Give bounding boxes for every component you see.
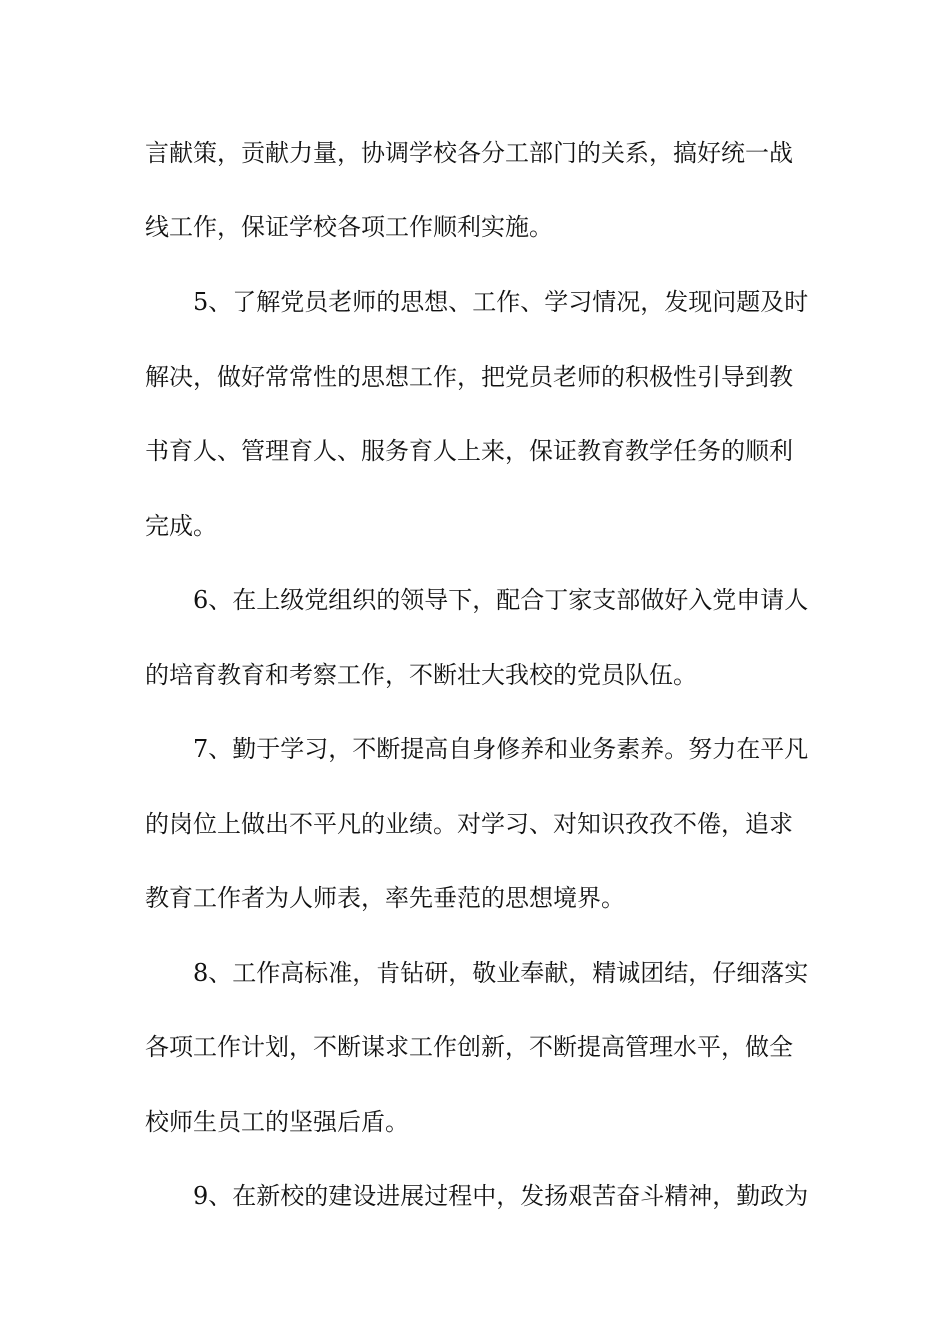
text-line: 言献策，贡献力量，协调学校各分工部门的关系，搞好统一战 — [145, 139, 793, 167]
paragraph-9-start: 9、在新校的建设进展过程中，发扬艰苦奋斗精神，勤政为 — [193, 1182, 809, 1210]
paragraph-7-start: 7、勤于学习，不断提高自身修养和业务素养。努力在平凡 — [193, 735, 809, 763]
text-line: 完成。 — [145, 512, 217, 540]
paragraph-5-start: 5、了解党员老师的思想、工作、学习情况，发现问题及时 — [193, 288, 809, 316]
paragraph-8-start: 8、工作高标准，肯钻研，敬业奉献，精诚团结，仔细落实 — [193, 959, 809, 987]
text-line: 解决，做好常常性的思想工作，把党员老师的积极性引导到教 — [145, 363, 793, 391]
text-line: 的培育教育和考察工作，不断壮大我校的党员队伍。 — [145, 661, 697, 689]
text-line: 校师生员工的坚强后盾。 — [145, 1108, 409, 1136]
paragraph-6-start: 6、在上级党组织的领导下，配合丁家支部做好入党申请人 — [193, 586, 809, 614]
text-line: 书育人、管理育人、服务育人上来，保证教育教学任务的顺利 — [145, 437, 793, 465]
text-line: 教育工作者为人师表，率先垂范的思想境界。 — [145, 884, 625, 912]
text-line: 的岗位上做出不平凡的业绩。对学习、对知识孜孜不倦，追求 — [145, 810, 793, 838]
text-line: 线工作，保证学校各项工作顺利实施。 — [145, 213, 553, 241]
text-line: 各项工作计划，不断谋求工作创新，不断提高管理水平，做全 — [145, 1033, 793, 1061]
